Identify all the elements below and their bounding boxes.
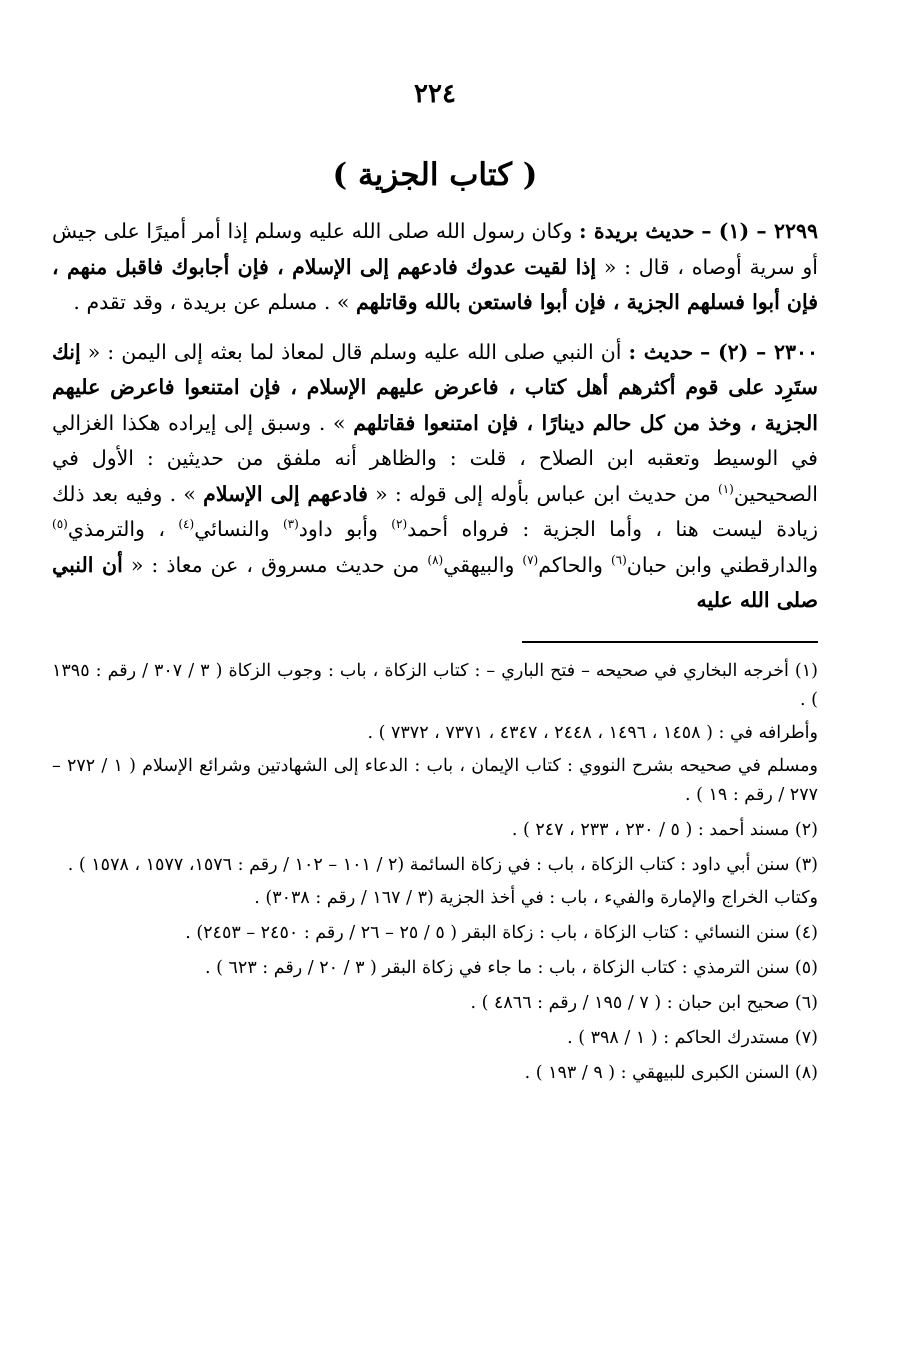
- footnote-marker: (٢): [391, 517, 408, 532]
- footnote-marker: (٣): [282, 517, 299, 532]
- footnote-7: (٧) مستدرك الحاكم : ( ١ / ٣٩٨ ) .: [567, 1027, 818, 1048]
- hadith-quote: إذا لقيت عدوك فادعهم إلى الإسلام ، فإن أجابوك فاقبل منهم ، فإن أبوا فسلهم الجزية ، فإن أبوا فاستعن بالله وقاتلهم: [52, 254, 818, 314]
- hadith-text: والحاكم: [538, 552, 603, 577]
- chapter-title: ( كتاب الجزية ): [332, 157, 538, 193]
- footnote-marker: (١): [718, 481, 734, 496]
- hadith-text: والنسائي: [194, 517, 270, 541]
- footnote-marker: (٥): [52, 517, 68, 532]
- footnote-marker: (٨): [427, 552, 444, 567]
- hadith-text: » . مسلم عن بريدة ، وقد تقدم .: [73, 290, 350, 314]
- hadith-text: أن النبي صلى الله عليه وسلم قال لمعاذ لما بعثه إلى اليمن : «: [87, 339, 622, 364]
- hadith-text: من حديث ابن عباس بأوله إلى قوله : «: [375, 481, 711, 506]
- footnote-1-continuation: وأطرافه في : ( ١٤٥٨ ، ١٤٩٦ ، ٢٤٤٨ ، ٤٣٤٧ ، ٧٣٧١ ، ٧٣٧٢ ) .: [367, 722, 818, 743]
- footnote-marker: (٤): [178, 517, 195, 532]
- footnote-5: (٥) سنن الترمذي : كتاب الزكاة ، باب : ما جاء في زكاة البقر ( ٣ / ٢٠ / رقم : ٦٢٣ ) .: [205, 957, 818, 978]
- hadith-text: وكان رسول الله صلى الله عليه وسلم إذا أمر أميرًا على جيش أو سرية أوصاه ، قال : «: [52, 219, 818, 279]
- hadith-number: ٢٣٠٠ – (٢) –: [700, 339, 818, 364]
- hadith-quote: أن النبي صلى الله عليه: [52, 552, 818, 612]
- hadith-quote: إنك ستَرِد على قوم أكثرهم أهل كتاب ، فاعرض عليهم الإسلام ، فإن امتنعوا فاعرض عليهم الجزية ، وخذ من كل حالم دينارًا ، فإن امتنعوا فقاتلهم: [52, 339, 818, 435]
- footnote-4: (٤) سنن النسائي : كتاب الزكاة ، باب : زكاة البقر ( ٥ / ٢٥ – ٢٦ / رقم : ٢٤٥٠ – ٢٤٥٣) .: [185, 922, 818, 943]
- hadith-2300: [52, 335, 818, 619]
- hadith-number: ٢٢٩٩ – (١) –: [701, 219, 818, 243]
- hadith-2299: [52, 214, 818, 321]
- footnotes: [52, 657, 818, 1088]
- hadith-quote: فادعهم إلى الإسلام: [203, 481, 368, 506]
- hadith-text: والدارقطني وابن حبان: [626, 552, 818, 577]
- footnote-8: (٨) السنن الكبرى للبيهقي : ( ٩ / ١٩٣ ) .: [524, 1062, 818, 1083]
- footnote-3-continuation: وكتاب الخراج والإمارة والفيء ، باب : في أخذ الجزية (٣ / ١٦٧ / رقم : ٣٠٣٨) .: [254, 887, 818, 908]
- hadith-text: » . وفيه بعد ذلك زيادة ليست هنا ، وأما الجزية : فرواه أحمد: [52, 481, 818, 541]
- page-number: ٢٢٤: [414, 79, 456, 109]
- hadith-label: حديث :: [628, 339, 694, 364]
- footnote-marker: (٦): [610, 552, 627, 567]
- footnote-2: (٢) مسند أحمد : ( ٥ / ٢٣٠ ، ٢٣٣ ، ٢٤٧ ) .: [511, 819, 818, 840]
- footnote-marker: (٧): [522, 552, 539, 567]
- hadith-label: حديث بريدة :: [579, 219, 695, 243]
- hadith-text: من حديث مسروق ، عن معاذ : «: [130, 552, 420, 577]
- footnote-1: (١) أخرجه البخاري في صحيحه – فتح الباري – : كتاب الزكاة ، باب : وجوب الزكاة ( ٣ / ٣٠٧ / رقم : ١٣٩٥ ) .: [52, 660, 818, 710]
- footnote-3: (٣) سنن أبي داود : كتاب الزكاة ، باب : في زكاة السائمة (٢ / ١٠١ – ١٠٢ / رقم : ١٥٧٦، ١٥٧٧ ، ١٥٧٨ ) .: [67, 854, 818, 875]
- footnote-divider: [522, 641, 818, 643]
- hadith-text: ، والترمذي: [67, 517, 165, 541]
- hadith-text: » . وسبق إلى إيراده هكذا الغزالي في الوسيط وتعقبه ابن الصلاح ، قلت : والظاهر أنه ملفق من حديثين : الأول في الصحيحين: [52, 410, 818, 506]
- footnote-1-continuation: ومسلم في صحيحه بشرح النووي : كتاب الإيمان ، باب : الدعاء إلى الشهادتين وشرائع الإسلام ( ١ / ٢٧٢ – ٢٧٧ / رقم : ١٩ ) .: [52, 755, 818, 805]
- hadith-text: وأبو داود: [298, 517, 378, 541]
- footnote-6: (٦) صحيح ابن حبان : ( ٧ / ١٩٥ / رقم : ٤٨٦٦ ) .: [470, 992, 818, 1013]
- hadith-text: والبيهقي: [443, 552, 515, 577]
